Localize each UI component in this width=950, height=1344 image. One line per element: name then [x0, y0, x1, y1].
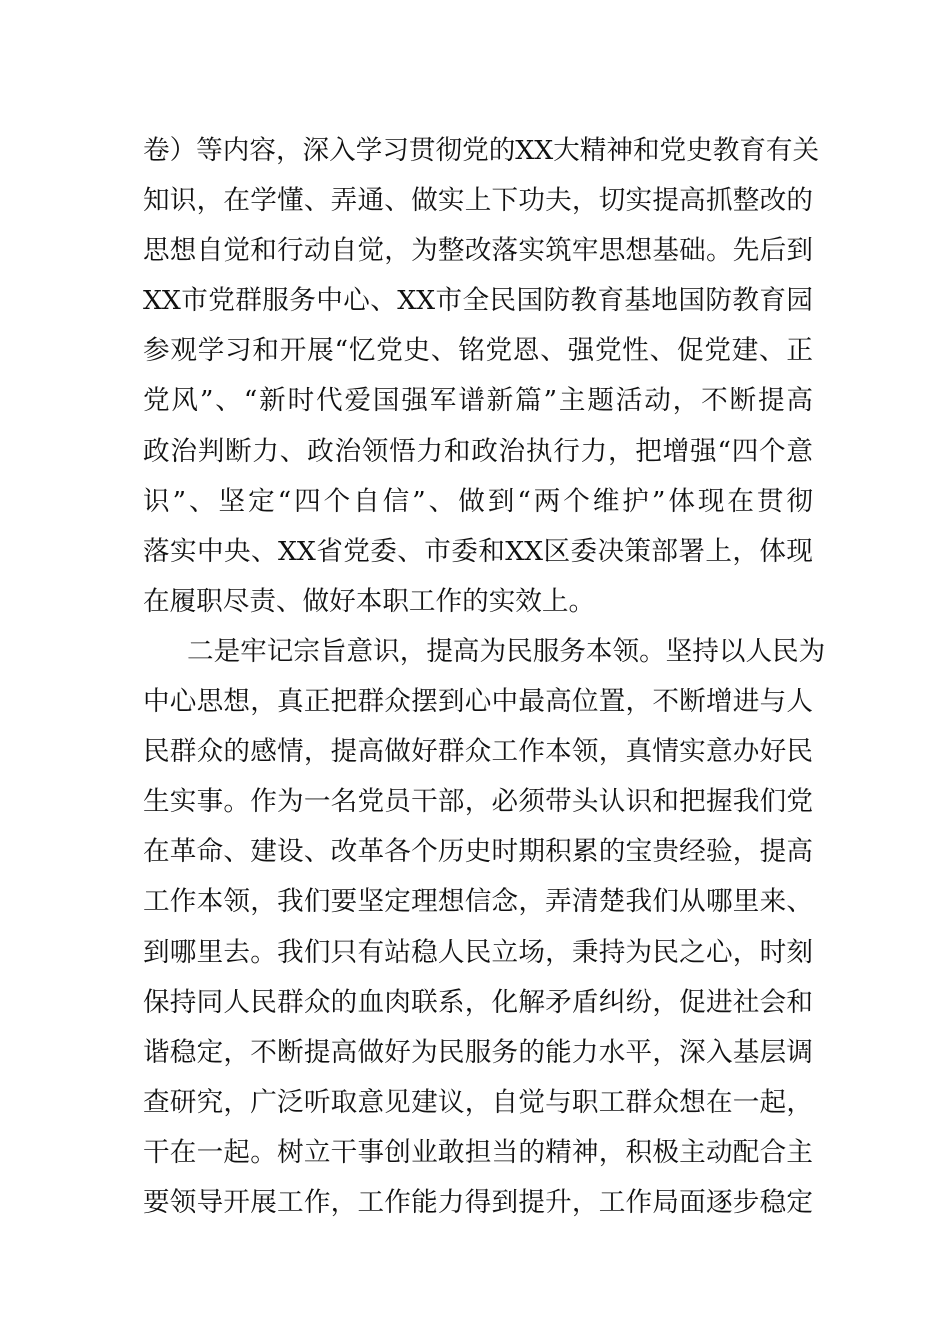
paragraph-line: 在履职尽责、做好本职工作的实效上。 [143, 585, 596, 617]
paragraph-line: 工作本领，我们要坚定理想信念，弄清楚我们从哪里来、 [143, 886, 813, 918]
paragraph-line: 到哪里去。我们只有站稳人民立场，秉持为民之心，时刻 [143, 936, 813, 968]
paragraph-line: 党风”、“新时代爱国强军谱新篇”主题活动，不断提高 [143, 385, 813, 417]
paragraph-line: 中心思想，真正把群众摆到心中最高位置，不断增进与人 [143, 686, 813, 718]
paragraph-line: 识”、坚定“四个自信”、做到“两个维护”体现在贯彻 [143, 485, 813, 517]
paragraph-line: 在革命、建设、改革各个历史时期积累的宝贵经验，提高 [143, 836, 813, 868]
paragraph-line: 谐稳定，不断提高做好为民服务的能力水平，深入基层调 [143, 1036, 813, 1068]
paragraph-line: 落实中央、XX省党委、市委和XX区委决策部署上，体现 [143, 535, 813, 567]
paragraph-line: 卷）等内容，深入学习贯彻党的XX大精神和党史教育有关 [143, 135, 820, 166]
paragraph-line: 思想自觉和行动自觉，为整改落实筑牢思想基础。先后到 [143, 235, 813, 267]
paragraph-line: 知识，在学懂、弄通、做实上下功夫，切实提高抓整改的 [143, 185, 813, 217]
paragraph-line: 生实事。作为一名党员干部，必须带头认识和把握我们党 [143, 786, 813, 818]
paragraph-line: 参观学习和开展“忆党史、铭党恩、强党性、促党建、正 [143, 335, 813, 367]
paragraph-line: 民群众的感情，提高做好群众工作本领，真情实意办好民 [143, 736, 813, 768]
paragraph-line: 保持同人民群众的血肉联系，化解矛盾纠纷，促进社会和 [143, 986, 813, 1018]
paragraph-line: 二是牢记宗旨意识，提高为民服务本领。坚持以人民为 [187, 635, 826, 667]
paragraph-line: 政治判断力、政治领悟力和政治执行力，把增强“四个意 [143, 435, 813, 467]
paragraph-line: 要领导开展工作，工作能力得到提升，工作局面逐步稳定 [143, 1186, 813, 1218]
paragraph-line: XX市党群服务中心、XX市全民国防教育基地国防教育园 [143, 285, 813, 317]
document-body [143, 126, 826, 1228]
paragraph-line: 查研究，广泛听取意见建议，自觉与职工群众想在一起， [143, 1086, 813, 1118]
paragraph-line: 干在一起。树立干事创业敢担当的精神，积极主动配合主 [143, 1136, 813, 1168]
